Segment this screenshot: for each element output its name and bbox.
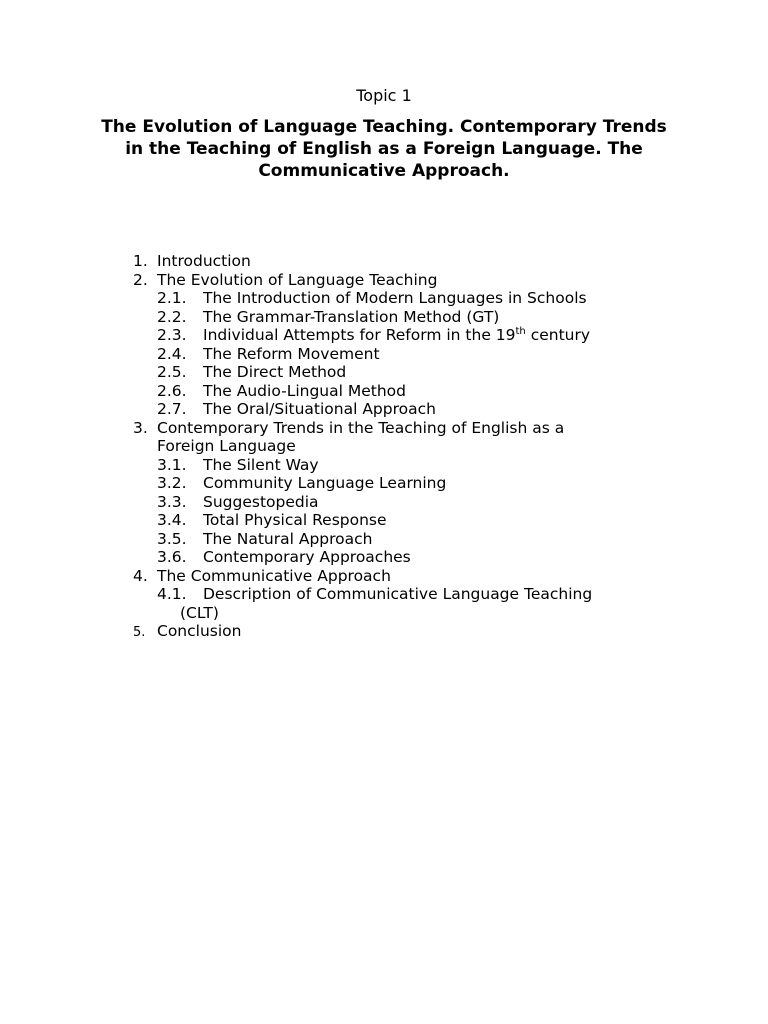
toc-number: 3.5.	[157, 529, 187, 548]
toc-text	[203, 326, 590, 345]
toc-item-3-6	[0, 548, 768, 567]
toc-number: 4.	[133, 566, 148, 585]
toc-item-4	[0, 567, 768, 586]
toc-text: The Oral/Situational Approach	[203, 400, 436, 418]
toc-text: Foreign Language	[157, 437, 296, 455]
toc-text: Conclusion	[157, 622, 242, 640]
toc-number: 2.	[133, 270, 148, 289]
toc-item-3-3	[0, 493, 768, 512]
toc-text: (CLT)	[180, 603, 219, 622]
toc-text: The Introduction of Modern Languages in Schools	[203, 289, 587, 307]
toc-item-3-5	[0, 530, 768, 549]
toc-item-2-1	[0, 289, 768, 308]
toc-text: Contemporary Trends in the Teaching of English as a	[157, 418, 565, 437]
toc-item-3	[0, 419, 768, 438]
toc-number: 3.1.	[157, 455, 187, 474]
toc-item-3-2	[0, 474, 768, 493]
toc-item-1	[0, 252, 768, 271]
toc-text: The Evolution of Language Teaching	[157, 270, 438, 289]
toc-text: The Communicative Approach	[157, 566, 391, 585]
toc-text: Suggestopedia	[203, 492, 319, 511]
toc-number: 3.3.	[157, 492, 187, 511]
toc-text-after: century	[525, 326, 591, 344]
toc-number: 3.	[133, 418, 148, 437]
toc-number: 3.6.	[157, 548, 187, 566]
toc-item-2-2	[0, 308, 768, 327]
toc-text: The Audio-Lingual Method	[203, 381, 406, 400]
toc-number: 2.5.	[157, 363, 187, 381]
document-title: The Evolution of Language Teaching. Contemporary Trends in the Teaching of English as a Foreign Language. The Communicative Approach.	[101, 117, 667, 181]
toc-text: The Grammar-Translation Method (GT)	[203, 307, 500, 326]
toc-number: 3.2.	[157, 474, 187, 492]
toc-item-2-4	[0, 345, 768, 364]
toc-item-4-1-continuation	[0, 604, 768, 623]
toc-item-4-1	[0, 585, 768, 604]
toc-text: The Direct Method	[203, 363, 347, 381]
table-of-contents	[0, 252, 768, 641]
toc-text: Introduction	[157, 252, 251, 270]
toc-item-5	[0, 622, 768, 641]
toc-item-2-7	[0, 400, 768, 419]
toc-text-before: Individual Attempts for Reform in the 19	[203, 326, 516, 344]
toc-number: 2.6.	[157, 381, 187, 400]
topic-label: Topic 1	[356, 86, 412, 105]
toc-text: The Silent Way	[203, 455, 319, 474]
toc-item-2-6	[0, 382, 768, 401]
toc-number: 2.4.	[157, 344, 187, 363]
toc-number: 3.4.	[157, 511, 187, 529]
toc-text: Community Language Learning	[203, 474, 447, 492]
toc-item-3-4	[0, 511, 768, 530]
toc-number: 2.7.	[157, 400, 187, 418]
toc-text: Description of Communicative Language Teaching	[203, 585, 593, 603]
toc-item-2	[0, 271, 768, 290]
toc-text: Contemporary Approaches	[203, 548, 411, 566]
toc-text: The Reform Movement	[203, 344, 380, 363]
toc-text: The Natural Approach	[203, 529, 373, 548]
ordinal-superscript: th	[515, 326, 526, 337]
toc-number: 5.	[133, 625, 146, 640]
toc-text: Total Physical Response	[203, 511, 387, 529]
toc-item-2-5	[0, 363, 768, 382]
toc-number: 4.1.	[157, 585, 187, 603]
toc-number: 2.2.	[157, 307, 187, 326]
toc-item-3-1	[0, 456, 768, 475]
toc-number: 1.	[133, 252, 148, 270]
toc-number: 2.1.	[157, 289, 187, 307]
toc-item-2-3	[0, 326, 768, 345]
toc-number: 2.3.	[157, 326, 187, 344]
toc-item-3-continuation	[0, 437, 768, 456]
